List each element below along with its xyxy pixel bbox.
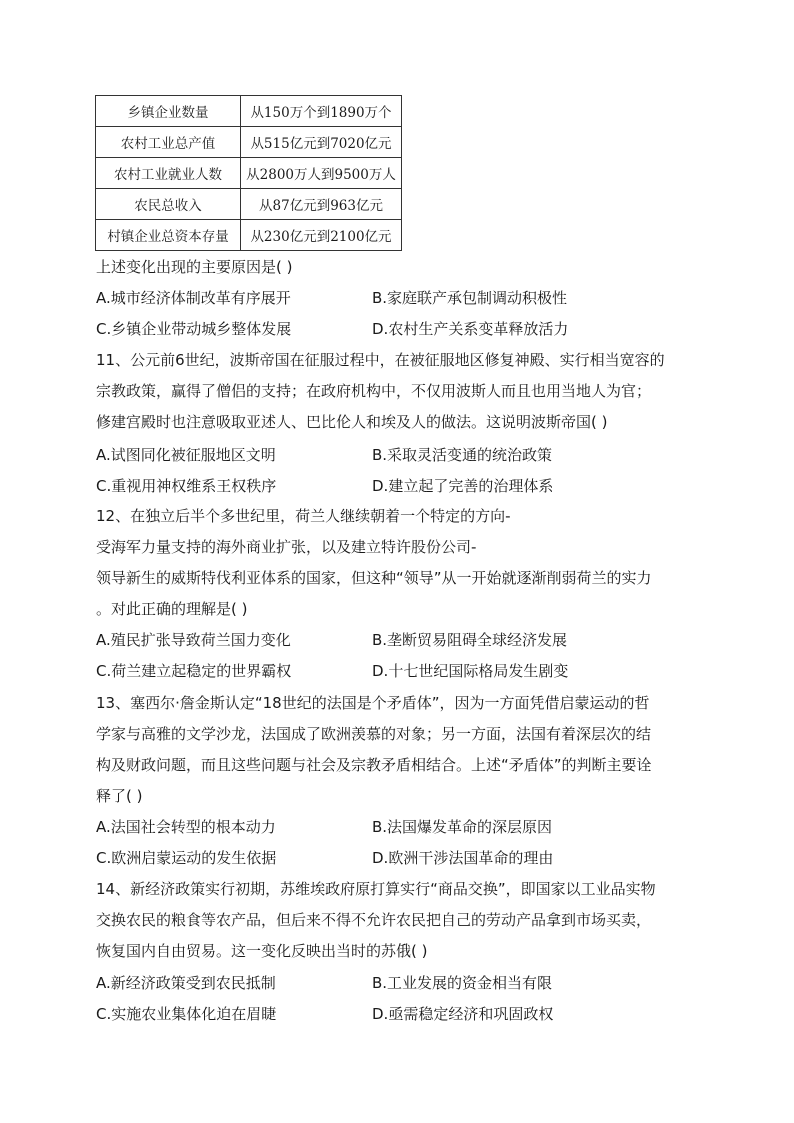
question-10-option-b: B.家庭联产承包制调动积极性	[372, 289, 568, 307]
table-row	[96, 96, 402, 127]
table-cell: 乡镇企业数量	[96, 96, 241, 127]
statistics-table	[95, 95, 402, 251]
question-14-option-c: C.实施农业集体化迫在眉睫	[96, 1005, 277, 1023]
question-14-option-b: B.工业发展的资金相当有限	[372, 974, 553, 992]
question-13-stem-line: 学家与高雅的文学沙龙，法国成了欧洲羡慕的对象；另一方面，法国有着深层次的结	[96, 725, 652, 743]
question-11-option-d: D.建立起了完善的治理体系	[372, 477, 554, 495]
question-10-option-d: D.农村生产关系变革释放活力	[372, 320, 569, 338]
table-cell: 从87亿元到963亿元	[241, 189, 402, 220]
question-11-stem-line: 11、公元前6世纪，波斯帝国在征服过程中，在被征服地区修复神殿、实行相当宽容的	[96, 351, 665, 369]
question-12-option-d: D.十七世纪国际格局发生剧变	[372, 662, 569, 680]
table-cell: 从2800万人到9500万人	[241, 158, 402, 189]
question-12-option-a: A.殖民扩张导致荷兰国力变化	[96, 631, 291, 649]
table-row	[96, 189, 402, 220]
question-12-stem-line: 12、在独立后半个多世纪里，荷兰人继续朝着一个特定的方向-	[96, 507, 511, 525]
question-14-option-d: D.亟需稳定经济和巩固政权	[372, 1005, 554, 1023]
question-11-option-c: C.重视用神权维系王权秩序	[96, 477, 277, 495]
question-10-option-c: C.乡镇企业带动城乡整体发展	[96, 320, 292, 338]
question-12-stem-line: 领导新生的威斯特伐利亚体系的国家，但这种“领导”从一开始就逐渐削弱荷兰的实力	[96, 569, 652, 587]
question-11-option-b: B.采取灵活变通的统治政策	[372, 446, 553, 464]
question-12-option-b: B.垄断贸易阻碍全球经济发展	[372, 631, 568, 649]
question-11-stem-line: 宗教政策，赢得了僧侣的支持；在政府机构中，不仅用波斯人而且也用当地人为官；	[96, 382, 652, 400]
question-11-option-a: A.试图同化被征服地区文明	[96, 446, 276, 464]
table-cell: 村镇企业总资本存量	[96, 220, 241, 251]
question-11-stem-line: 修建宫殿时也注意吸取亚述人、巴比伦人和埃及人的做法。这说明波斯帝国( )	[96, 413, 608, 431]
table-cell: 农村工业总产值	[96, 127, 241, 158]
table-row	[96, 220, 402, 251]
question-14-stem-line: 14、新经济政策实行初期，苏维埃政府原打算实行“商品交换”，即国家以工业品实物	[96, 880, 656, 898]
question-13-option-c: C.欧洲启蒙运动的发生依据	[96, 849, 277, 867]
question-14-option-a: A.新经济政策受到农民抵制	[96, 974, 276, 992]
question-13-option-d: D.欧洲干涉法国革命的理由	[372, 849, 554, 867]
question-14-stem-line: 交换农民的粮食等农产品，但后来不得不允许农民把自己的劳动产品拿到市场买卖，	[96, 911, 652, 929]
table-row	[96, 127, 402, 158]
table-cell: 从515亿元到7020亿元	[241, 127, 402, 158]
question-13-stem-line: 释了( )	[96, 787, 143, 805]
table-cell: 从150万个到1890万个	[241, 96, 402, 127]
table-cell: 农民总收入	[96, 189, 241, 220]
question-13-stem-line: 13、塞西尔·詹金斯认定“18世纪的法国是个矛盾体”，因为一方面凭借启蒙运动的哲	[96, 694, 650, 712]
question-12-stem-line: 受海军力量支持的海外商业扩张，以及建立特许股份公司-	[96, 538, 477, 556]
question-14-stem-line: 恢复国内自由贸易。这一变化反映出当时的苏俄( )	[96, 942, 428, 960]
question-10-stem: 上述变化出现的主要原因是( )	[96, 258, 293, 276]
question-12-option-c: C.荷兰建立起稳定的世界霸权	[96, 662, 292, 680]
question-13-option-a: A.法国社会转型的根本动力	[96, 818, 276, 836]
table-cell: 从230亿元到2100亿元	[241, 220, 402, 251]
question-13-stem-line: 构及财政问题，而且这些问题与社会及宗教矛盾相结合。上述“矛盾体”的判断主要诠	[96, 756, 652, 774]
table-row	[96, 158, 402, 189]
question-10-option-a: A.城市经济体制改革有序展开	[96, 289, 291, 307]
question-13-option-b: B.法国爆发革命的深层原因	[372, 818, 553, 836]
question-12-stem-line: 。对此正确的理解是( )	[96, 600, 248, 618]
table-cell: 农村工业就业人数	[96, 158, 241, 189]
